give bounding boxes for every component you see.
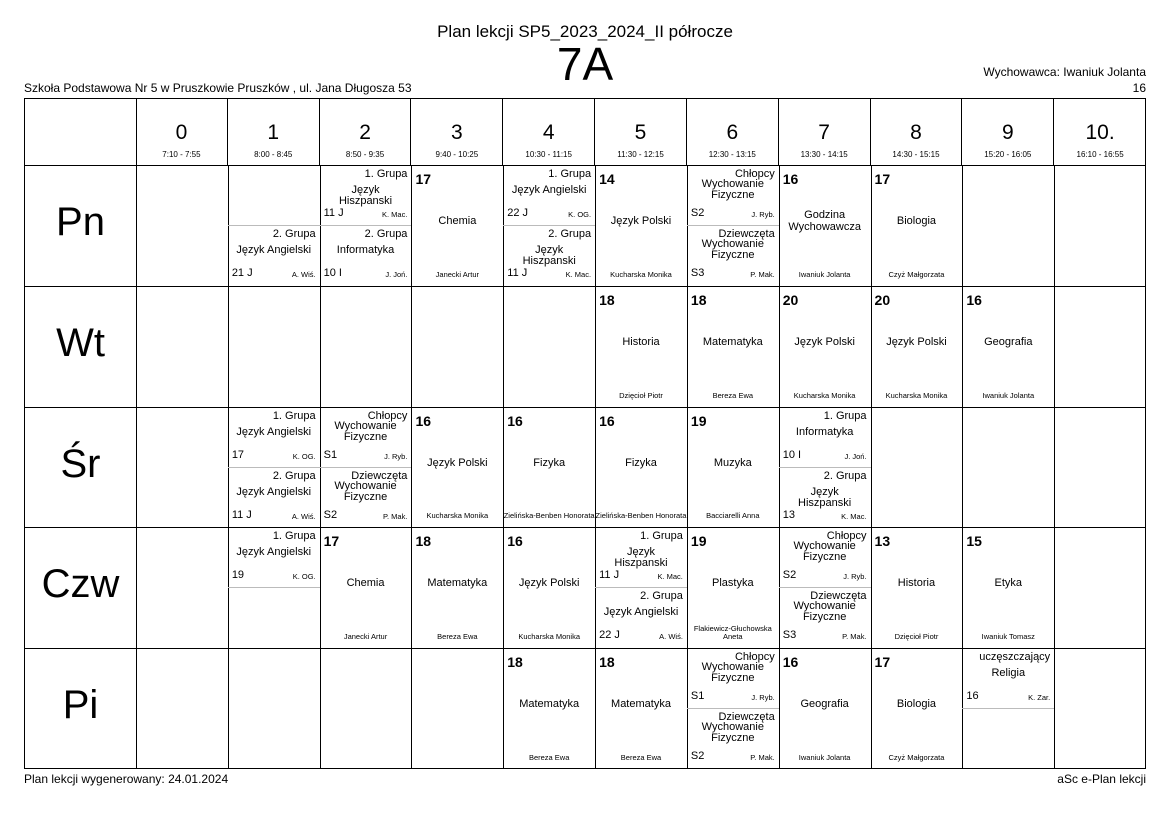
room-number: 18 — [599, 654, 615, 671]
day-label: Czw — [41, 562, 120, 607]
teacher-name: Iwaniuk Tomasz — [981, 632, 1035, 642]
subject-label: Geografia — [800, 698, 849, 711]
group-label: 2. Grupa — [272, 228, 316, 240]
group-divider — [779, 587, 871, 588]
teacher-label: K. OG. — [292, 451, 316, 461]
teacher-name: Iwaniuk Jolanta — [798, 269, 851, 279]
room-number: 17 — [415, 171, 432, 187]
group-label: uczęszczający — [979, 651, 1051, 664]
day-label: Wt — [56, 320, 105, 365]
period-number: 0 — [175, 121, 188, 144]
group-label: Chłopcy — [734, 651, 775, 664]
lesson-group — [320, 407, 412, 467]
lesson-group — [779, 527, 871, 587]
lesson-cell — [962, 286, 1054, 407]
subject-label: Język Polski — [427, 456, 488, 469]
period-time: 15:20 - 16:05 — [984, 150, 1032, 159]
period-header — [136, 99, 228, 165]
room-number: 19 — [690, 533, 707, 550]
room-label: 11 J — [507, 267, 528, 279]
group-divider — [687, 708, 779, 709]
room-number: 16 — [782, 171, 799, 187]
teacher-label: J. Ryb. — [751, 210, 775, 219]
teacher-label: J. Joń. — [844, 451, 867, 461]
room-label: S2 — [690, 750, 705, 763]
lesson-group — [228, 225, 320, 285]
lesson-cell — [687, 286, 779, 407]
subject-label: Język Angielski — [511, 184, 587, 196]
period-time: 10:30 - 11:15 — [525, 150, 572, 159]
group-label: Dziewczęta — [718, 228, 775, 240]
lesson-group — [228, 527, 320, 587]
brand-label: aSc e-Plan lekcji — [1057, 772, 1146, 786]
group-divider — [320, 225, 412, 226]
period-header — [595, 99, 687, 165]
lesson-cell — [320, 527, 412, 648]
teacher-label: K. OG. — [292, 572, 316, 582]
room-number: 18 — [599, 291, 615, 308]
lesson-group — [687, 225, 779, 285]
teacher-label: K. Mac. — [565, 270, 592, 279]
room-number: 14 — [599, 171, 615, 187]
period-time: 13:30 - 14:15 — [800, 150, 848, 159]
room-label: 21 J — [231, 267, 253, 279]
lesson-group — [779, 407, 871, 467]
room-number: 19 — [690, 412, 707, 429]
lesson-cell — [411, 527, 503, 648]
teacher-name: Kucharska Monika — [426, 511, 489, 521]
subject-label: Biologia — [896, 698, 937, 711]
room-label: 22 J — [599, 629, 620, 642]
lesson-cell — [228, 407, 320, 528]
room-number: 13 — [874, 533, 891, 550]
group-label: 1. Grupa — [548, 168, 592, 180]
subject-label: Matematyka — [519, 698, 580, 711]
room-number: 17 — [874, 654, 891, 671]
group-label: 1. Grupa — [272, 530, 316, 543]
group-divider — [779, 467, 871, 468]
school-name: Szkoła Podstawowa Nr 5 w Pruszkowie Pruszków , ul. Jana Długosza 53 — [24, 81, 412, 95]
room-label: 22 J — [507, 207, 529, 219]
group-label: Dziewczęta — [718, 711, 775, 724]
subject-label: Informatyka — [795, 425, 854, 438]
lesson-cell — [228, 527, 320, 648]
period-time: 8:00 - 8:45 — [254, 150, 293, 159]
lesson-cell — [962, 527, 1054, 648]
group-divider — [687, 225, 779, 226]
group-label: Chłopcy — [367, 409, 408, 422]
group-label: 1. Grupa — [823, 409, 867, 422]
teacher-name: Kucharska Monika — [793, 390, 856, 400]
timetable-grid — [24, 98, 1146, 769]
lesson-cell — [503, 407, 595, 528]
lesson-cell — [503, 648, 595, 769]
lesson-group — [503, 165, 595, 225]
group-divider — [962, 708, 1054, 709]
teacher-label: J. Ryb. — [751, 693, 775, 703]
group-divider — [228, 467, 320, 468]
teacher-label: P. Mak. — [382, 511, 408, 521]
subject-label: Geografia — [984, 335, 1033, 348]
teacher-name: Dzięcioł Piotr — [894, 632, 939, 642]
lesson-cell — [411, 407, 503, 528]
period-number: 2 — [359, 121, 371, 144]
period-number: 3 — [451, 121, 463, 144]
period-time: 9:40 - 10:25 — [435, 150, 479, 159]
lesson-cell — [320, 165, 412, 286]
day-column-line — [136, 99, 137, 769]
subject-label: Język Polski — [518, 577, 580, 590]
teacher-label: K. Mac. — [841, 511, 867, 521]
room-number: 18 — [415, 533, 432, 550]
room-label: 11 J — [599, 569, 620, 582]
lesson-cell — [411, 165, 503, 286]
room-label: 17 — [231, 448, 245, 461]
subject-label: Język Hiszpanski — [798, 485, 852, 509]
subject-label: Język Angielski — [236, 244, 312, 256]
lesson-group — [962, 648, 1054, 708]
group-label: 2. Grupa — [823, 469, 867, 482]
subject-label: Język Hiszpanski — [522, 244, 576, 267]
room-label: 11 J — [231, 508, 252, 521]
period-header — [962, 99, 1054, 165]
room-number: 16 — [507, 412, 523, 429]
column-line — [1054, 165, 1055, 769]
lesson-group — [228, 407, 320, 467]
subject-label: Chemia — [346, 577, 385, 590]
group-divider — [228, 587, 320, 588]
lesson-group — [320, 165, 412, 225]
room-label: 11 J — [323, 207, 344, 219]
teacher-name: Iwaniuk Jolanta — [982, 390, 1035, 400]
period-number: 4 — [542, 121, 555, 144]
subject-label: Fizyka — [533, 456, 566, 469]
group-label: Dziewczęta — [810, 590, 867, 603]
lesson-group — [503, 225, 595, 285]
period-number: 7 — [818, 121, 830, 144]
subject-label: Godzina Wychowawcza — [788, 209, 861, 233]
group-label: 1. Grupa — [640, 530, 683, 543]
subject-label: Historia — [622, 335, 660, 348]
period-time: 11:30 - 12:15 — [617, 150, 664, 159]
teacher-name: Bacciarelli Anna — [706, 511, 760, 521]
room-label: S3 — [782, 629, 797, 642]
group-label: 2. Grupa — [548, 228, 592, 240]
class-name: 7A — [556, 38, 614, 90]
lesson-cell — [871, 648, 963, 769]
group-label: 2. Grupa — [272, 469, 316, 482]
lesson-cell — [595, 165, 687, 286]
period-header — [228, 99, 320, 165]
subject-label: Wychowanie Fizyczne — [701, 661, 764, 685]
room-number: 16 — [507, 533, 523, 550]
subject-label: Matematyka — [702, 335, 763, 348]
lesson-cell — [871, 286, 963, 407]
teacher-label: A. Wiś. — [659, 632, 683, 642]
subject-label: Język Hiszpanski — [338, 184, 393, 207]
group-divider — [228, 225, 320, 226]
teacher-name: Janecki Artur — [343, 632, 388, 642]
group-divider — [320, 467, 412, 468]
period-number: 6 — [726, 121, 739, 144]
group-divider — [503, 225, 595, 226]
lesson-cell — [687, 527, 779, 648]
group-label: 2. Grupa — [640, 590, 683, 603]
subject-label: Fizyka — [625, 456, 657, 469]
teacher-label: K. Zar. — [1028, 693, 1051, 703]
lesson-cell — [595, 527, 687, 648]
lesson-group — [779, 467, 871, 527]
room-label: S1 — [690, 690, 705, 703]
room-number: 20 — [874, 291, 891, 308]
lesson-cell — [687, 407, 779, 528]
teacher-label: J. Ryb. — [384, 451, 408, 461]
lesson-cell — [779, 165, 871, 286]
subject-label: Język Angielski — [236, 485, 312, 498]
period-header — [871, 99, 963, 165]
room-label: S2 — [690, 207, 705, 219]
lesson-cell — [503, 165, 595, 286]
room-label: S2 — [782, 569, 797, 582]
period-header — [779, 99, 871, 165]
lesson-cell — [595, 407, 687, 528]
lesson-cell — [871, 165, 963, 286]
lesson-cell — [687, 165, 779, 286]
period-number: 10. — [1085, 121, 1115, 144]
teacher-name: Zielińska-Benben Honorata — [503, 511, 595, 521]
subject-label: Wychowanie Fizyczne — [334, 479, 397, 503]
room-label: 13 — [782, 508, 795, 521]
lesson-group — [779, 587, 871, 647]
teacher-label: P. Mak. — [750, 270, 775, 279]
teacher-name: Bereza Ewa — [620, 752, 662, 762]
subject-label: Wychowanie Fizyczne — [334, 419, 397, 443]
teacher-label: K. OG. — [568, 210, 592, 219]
class-tutor: Wychowawca: Iwaniuk Jolanta — [983, 65, 1146, 79]
room-label: S1 — [323, 448, 338, 461]
room-label: 10 I — [323, 267, 342, 279]
period-time: 8:50 - 9:35 — [345, 150, 385, 159]
period-header — [1054, 99, 1146, 165]
lesson-cell — [779, 648, 871, 769]
period-time: 16:10 - 16:55 — [1076, 150, 1124, 159]
room-label: S2 — [323, 508, 338, 521]
teacher-name: Kucharska Monika — [610, 269, 672, 279]
lesson-group — [687, 648, 779, 708]
group-label: Chłopcy — [826, 530, 867, 543]
subject-label: Wychowanie Fizyczne — [701, 238, 764, 261]
teacher-name: Dzięcioł Piotr — [619, 390, 663, 400]
generated-date: Plan lekcji wygenerowany: 24.01.2024 — [24, 772, 229, 786]
teacher-label: J. Joń. — [385, 270, 408, 279]
lesson-cell — [595, 286, 687, 407]
home-room: 16 — [1132, 81, 1146, 95]
period-time: 12:30 - 13:15 — [708, 150, 756, 159]
lesson-cell — [871, 527, 963, 648]
teacher-name: Flakiewicz-Głuchowska Aneta — [693, 624, 772, 642]
teacher-label: J. Ryb. — [843, 572, 867, 582]
period-number: 1 — [267, 121, 280, 144]
period-time: 7:10 - 7:55 — [162, 150, 201, 159]
lesson-group — [595, 587, 687, 647]
lesson-group — [320, 467, 412, 527]
subject-label: Język Polski — [886, 335, 947, 348]
subject-label: Język Polski — [610, 215, 672, 227]
subject-label: Język Hiszpanski — [614, 546, 668, 570]
period-header — [687, 99, 779, 165]
lesson-cell — [962, 648, 1054, 769]
period-number: 5 — [634, 121, 647, 144]
lesson-group — [595, 527, 687, 587]
group-divider — [595, 587, 687, 588]
room-label: 10 I — [782, 448, 802, 461]
teacher-label: A. Wiś. — [291, 511, 316, 521]
lesson-group — [687, 708, 779, 768]
group-label: Dziewczęta — [351, 469, 408, 482]
teacher-name: Iwaniuk Jolanta — [798, 752, 851, 762]
lesson-cell — [687, 648, 779, 769]
day-label: Pi — [62, 683, 99, 728]
room-number: 15 — [966, 533, 982, 550]
room-number: 18 — [507, 654, 523, 671]
room-number: 16 — [782, 654, 799, 671]
subject-label: Plastyka — [712, 577, 754, 590]
subject-label: Historia — [897, 577, 936, 590]
teacher-label: P. Mak. — [842, 632, 867, 642]
room-number: 16 — [599, 412, 615, 429]
lesson-cell — [320, 407, 412, 528]
period-number: 8 — [910, 121, 922, 144]
group-label: 1. Grupa — [364, 168, 408, 180]
teacher-label: K. Mac. — [657, 572, 683, 582]
room-label: 19 — [231, 569, 245, 582]
day-label: Pn — [56, 200, 105, 244]
lesson-cell — [779, 527, 871, 648]
room-number: 20 — [782, 291, 799, 308]
period-header — [411, 99, 503, 165]
lesson-cell — [503, 527, 595, 648]
teacher-name: Bereza Ewa — [712, 390, 754, 400]
subject-label: Wychowanie Fizyczne — [793, 600, 856, 624]
teacher-label: K. Mac. — [382, 210, 408, 219]
subject-label: Matematyka — [427, 577, 488, 590]
lesson-cell — [779, 286, 871, 407]
subject-label: Wychowanie Fizyczne — [793, 540, 856, 564]
subject-label: Język Angielski — [236, 546, 312, 559]
subject-label: Religia — [991, 667, 1026, 680]
room-number: 16 — [415, 412, 432, 429]
subject-label: Informatyka — [336, 244, 395, 256]
room-number: 16 — [966, 291, 982, 308]
teacher-label: A. Wiś. — [291, 270, 316, 279]
lesson-group — [687, 165, 779, 225]
day-label: Śr — [60, 441, 101, 486]
teacher-name: Bereza Ewa — [437, 632, 478, 642]
teacher-name: Czyż Małgorzata — [888, 752, 945, 762]
lesson-group — [228, 467, 320, 527]
teacher-name: Kucharska Monika — [885, 390, 948, 400]
room-number: 17 — [323, 533, 340, 550]
group-label: 2. Grupa — [364, 228, 408, 240]
subject-label: Muzyka — [713, 456, 752, 469]
schedule-title: Plan lekcji SP5_2023_2024_II półrocze — [437, 22, 733, 41]
teacher-name: Kucharska Monika — [518, 632, 581, 642]
group-label: Chłopcy — [734, 168, 775, 180]
room-label: 16 — [966, 690, 979, 703]
period-time: 14:30 - 15:15 — [892, 150, 940, 159]
teacher-name: Zielińska-Benben Honorata — [595, 511, 687, 521]
lesson-cell — [779, 407, 871, 528]
teacher-name: Janecki Artur — [435, 269, 480, 279]
subject-label: Matematyka — [611, 698, 671, 711]
room-number: 18 — [690, 291, 707, 308]
period-header — [320, 99, 412, 165]
group-label: 1. Grupa — [272, 409, 316, 422]
subject-label: Język Polski — [794, 335, 855, 348]
lesson-group — [320, 225, 412, 285]
teacher-label: P. Mak. — [750, 753, 775, 763]
lesson-cell — [595, 648, 687, 769]
teacher-name: Bereza Ewa — [528, 752, 570, 762]
room-label: S3 — [690, 267, 705, 279]
period-header — [503, 99, 595, 165]
subject-label: Język Angielski — [603, 606, 679, 619]
subject-label: Wychowanie Fizyczne — [701, 721, 764, 745]
lesson-cell — [228, 165, 320, 286]
teacher-name: Czyż Małgorzata — [888, 269, 945, 279]
subject-label: Chemia — [438, 215, 477, 227]
subject-label: Język Angielski — [236, 425, 312, 438]
subject-label: Wychowanie Fizyczne — [701, 178, 764, 201]
subject-label: Biologia — [896, 215, 937, 227]
subject-label: Etyka — [994, 577, 1023, 590]
period-number: 9 — [1001, 121, 1014, 144]
room-number: 17 — [874, 171, 891, 187]
